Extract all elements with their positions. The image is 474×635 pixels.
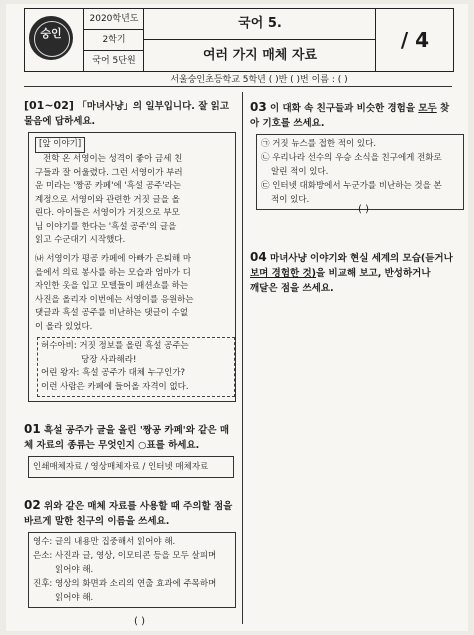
passage-intro bbox=[24, 98, 240, 129]
subject-title: 국어 5. bbox=[144, 9, 376, 40]
question-1-number: 01 bbox=[24, 422, 41, 436]
passage-line: 구들과 잘 어울렸다. 그런 서영이가 부러 bbox=[35, 167, 183, 178]
question-4-answer-area[interactable] bbox=[250, 304, 460, 620]
passage-line: 읽고 수군대기 시작했다. bbox=[35, 235, 126, 245]
option-line: 적이 있다. bbox=[271, 195, 310, 205]
question-4 bbox=[250, 250, 464, 296]
worksheet-title: 여러 가지 매체 자료 bbox=[202, 48, 318, 63]
question-3-text-a: 이 대화 속 친구들과 비슷한 경험을 bbox=[270, 103, 416, 114]
question-4-text-e: 깨달은 점을 쓰세요. bbox=[250, 283, 334, 294]
question-4-text-a: 마녀사냥 이야기와 현실 세계의 모습 bbox=[270, 253, 421, 264]
question-1-text-b: 체 자료의 종류는 무엇인지 ○표를 하세요. bbox=[24, 440, 200, 451]
question-2 bbox=[24, 498, 240, 529]
option-line: ㉠ 거짓 뉴스를 접한 적이 있다. bbox=[261, 139, 377, 149]
question-1 bbox=[24, 422, 240, 453]
question-2-number: 02 bbox=[24, 498, 41, 512]
option-line: 알린 적이 있다. bbox=[271, 167, 329, 177]
option-line: ㉢ 인터넷 대화방에서 누군가를 비난하는 것을 본 bbox=[261, 181, 442, 191]
question-3-answer-blank[interactable]: ( ) bbox=[358, 204, 369, 215]
question-4-text-c: 보며 경험한 것) bbox=[250, 268, 317, 279]
school-logo bbox=[29, 16, 73, 60]
header-divider bbox=[24, 86, 452, 87]
media-type-options[interactable]: 인쇄매체자료 / 영상매체자료 / 인터넷 매체자료 bbox=[28, 456, 234, 478]
question-3-text-b: 찾 bbox=[440, 103, 450, 114]
statement-line: 읽어야 해. bbox=[55, 565, 94, 575]
passage-line: 전학 온 서영이는 성격이 좋아 금세 친 bbox=[43, 154, 183, 164]
reading-passage bbox=[28, 132, 236, 402]
passage-para-1 bbox=[35, 153, 223, 248]
passage-line: 계정으로 서영이와 관련한 거짓 글을 올 bbox=[35, 194, 180, 205]
statement-line: 진후: 영상의 화면과 소리의 연출 효과에 주목하며 bbox=[33, 579, 217, 589]
dialogue-line: 이런 사람은 카페에 들어올 자격이 없다. bbox=[41, 381, 189, 392]
passage-para-2 bbox=[35, 253, 223, 334]
score-box: / 4 bbox=[375, 9, 454, 71]
semester: 2학기 bbox=[84, 30, 144, 51]
question-3-text-c: 아 기호를 쓰세요. bbox=[250, 118, 325, 129]
question-3 bbox=[250, 100, 464, 131]
passage-line: 님 이야기를 한다는 '흑설 공주'의 글을 bbox=[35, 221, 177, 232]
question-2-answer-blank[interactable]: ( ) bbox=[134, 616, 145, 627]
header-meta bbox=[83, 9, 144, 71]
friend-statements bbox=[28, 532, 236, 608]
column-divider bbox=[242, 92, 243, 624]
experience-options bbox=[256, 134, 464, 210]
dialogue-line: 어린 왕자: 흑설 공주가 대체 누구인가? bbox=[41, 368, 186, 378]
question-2-text-b: 바르게 말한 친구의 이름을 쓰세요. bbox=[24, 516, 170, 527]
passage-range: [01~02] bbox=[24, 99, 74, 112]
option-line: ㉡ 우리나라 선수의 우승 소식을 친구에게 전화로 bbox=[261, 153, 442, 163]
school-year: 2020학년도 bbox=[84, 9, 144, 30]
question-4-text-b: (듣거나 bbox=[420, 253, 453, 264]
logo-text: 숭인 bbox=[40, 27, 62, 40]
passage-intro-text-b: 물음에 답하세요. bbox=[24, 116, 96, 127]
passage-line: 이 올라 있었다. bbox=[35, 321, 93, 332]
question-4-number: 04 bbox=[250, 250, 267, 264]
statement-line: 영수: 글의 내용만 집중해서 읽어야 해. bbox=[33, 537, 176, 547]
dialogue-line: 허수아비: 거짓 정보를 올린 흑설 공주는 bbox=[41, 341, 189, 351]
worksheet-page bbox=[6, 4, 468, 631]
passage-intro-text-a: 「마녀사냥」의 일부입니다. 잘 읽고 bbox=[77, 101, 230, 112]
worksheet-header bbox=[24, 8, 454, 72]
statement-line: 은소: 사진과 글, 영상, 이모티콘 등을 모두 살피며 bbox=[33, 551, 217, 561]
question-2-text-a: 위와 같은 매체 자료를 사용할 때 주의할 점을 bbox=[44, 501, 233, 512]
passage-line: 댓글과 흑설 공주를 비난하는 댓글이 수없 bbox=[35, 308, 189, 318]
student-info-line: 서울숭인초등학교 5학년 ( )반 ( )번 이름 : ( ) bbox=[170, 75, 348, 85]
passage-line: 사진을 올리자 이번에는 서영이를 응원하는 bbox=[35, 294, 194, 305]
question-3-number: 03 bbox=[250, 100, 267, 114]
question-3-emphasis: 모두 bbox=[418, 103, 437, 114]
passage-line: 자인한 옷을 입고 모델들이 패션쇼를 하는 bbox=[35, 281, 189, 291]
statement-line: 읽어야 해. bbox=[55, 593, 94, 603]
passage-line: 을에서 의료 봉사를 하는 모습과 엄마가 디 bbox=[35, 267, 191, 278]
question-1-text-a: 흑설 공주가 글을 올린 '짱공 카페'와 같은 매 bbox=[44, 425, 229, 436]
passage-line: 운 미라는 '짱공 카페'에 '흑설 공주'라는 bbox=[35, 181, 182, 191]
question-4-text-d: 을 비교해 보고, 반성하거나 bbox=[316, 268, 431, 279]
dialogue-line: 당장 사과해라! bbox=[81, 354, 137, 365]
passage-line: ㈏ 서영이가 평공 카페에 아빠가 은퇴해 마 bbox=[35, 254, 192, 264]
passage-line: 린다. 아이들은 서영이가 거짓으로 부모 bbox=[35, 208, 180, 218]
passage-tag: [앞 이야기] bbox=[35, 137, 85, 153]
comment-dialogue bbox=[37, 337, 235, 397]
header-title-cell bbox=[143, 9, 376, 71]
unit-label: 국어 5단원 bbox=[92, 56, 136, 66]
